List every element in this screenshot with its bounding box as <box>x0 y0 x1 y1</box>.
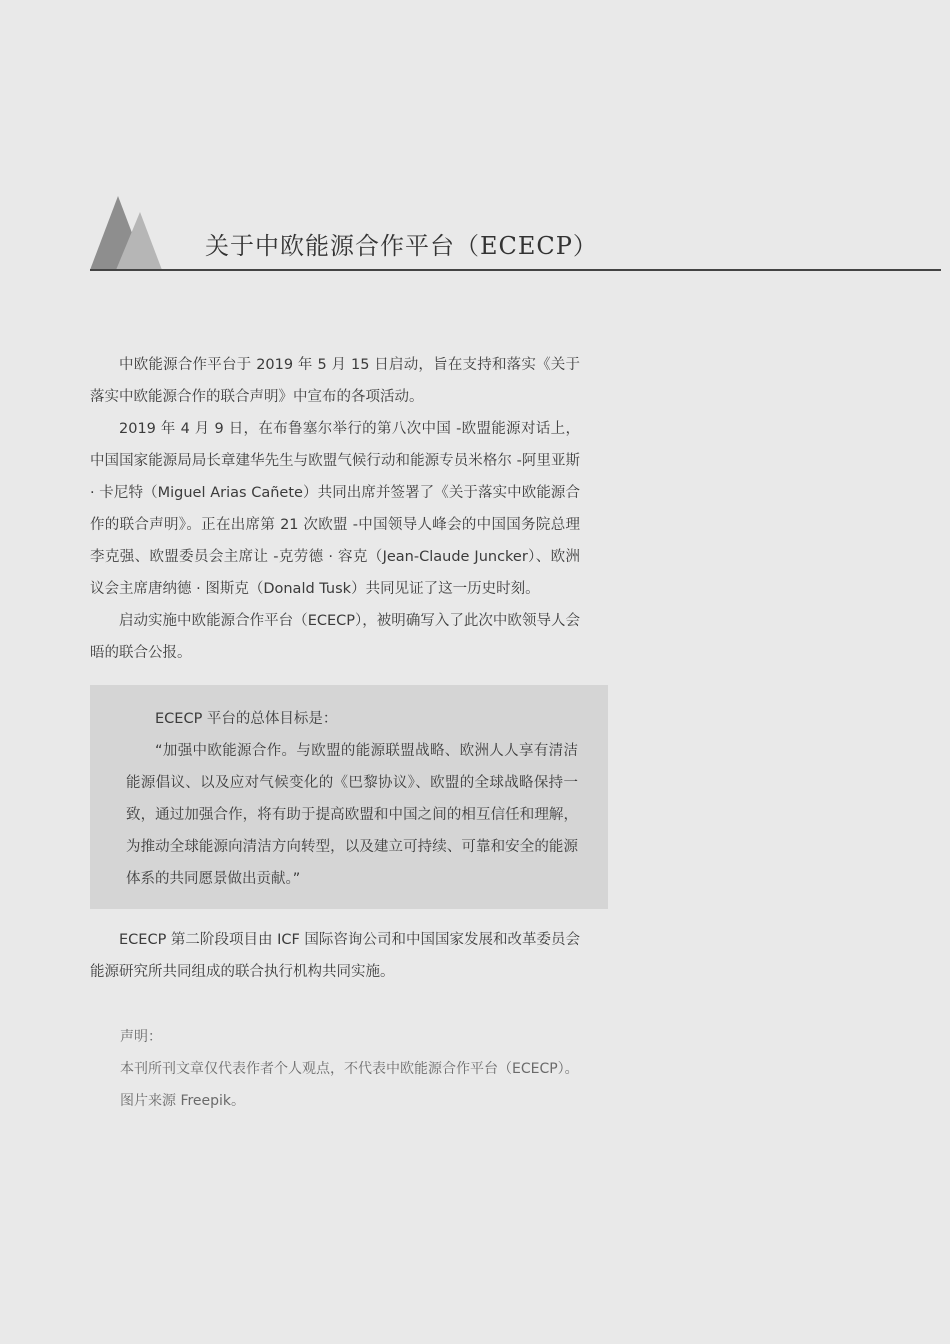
mountain-logo-icon <box>90 194 162 270</box>
disclaimer-line-1: 本刊所刊文章仅代表作者个人观点，不代表中欧能源合作平台（ECECP）。 <box>120 1061 579 1077</box>
disclaimer <box>120 1021 600 1117</box>
body-paragraph-3: 启动实施中欧能源合作平台（ECECP），被明确写入了此次中欧领导人会晤的联合公报。 <box>90 613 580 661</box>
header-divider <box>90 269 941 271</box>
body-paragraph-1: 中欧能源合作平台于 2019 年 5 月 15 日启动，旨在支持和落实《关于落实中欧能源合作的联合声明》中宣布的各项活动。 <box>90 357 580 405</box>
body-paragraph-2: 2019 年 4 月 9 日，在布鲁塞尔举行的第八次中国 -欧盟能源对话上，中国国家能源局局长章建华先生与欧盟气候行动和能源专员米格尔 -阿里亚斯 · 卡尼特（Miguel Arias Cañete）共同出席并签署了《关于落实中欧能源合作的联合声明》。正在出席第 21 次欧盟 -中国领导人峰会的中国国务院总理李克强、欧盟委员会主席让 -克劳德 · 容克（Jean-Claude Juncker）、欧洲议会主席唐纳德 · 图斯克（Donald Tusk）共同见证了这一历史时刻。 <box>90 421 580 597</box>
objective-quote-box <box>90 685 608 909</box>
disclaimer-label: 声明： <box>120 1029 162 1045</box>
implementation-body <box>90 924 580 988</box>
intro-body <box>90 349 580 669</box>
page-title: 关于中欧能源合作平台（ECECP） <box>205 232 598 260</box>
quote-intro: ECECP 平台的总体目标是： <box>155 711 338 727</box>
implementation-paragraph: ECECP 第二阶段项目由 ICF 国际咨询公司和中国国家发展和改革委员会能源研究所共同组成的联合执行机构共同实施。 <box>90 932 580 980</box>
quote-text: “加强中欧能源合作。与欧盟的能源联盟战略、欧洲人人享有清洁能源倡议、以及应对气候变化的《巴黎协议》、欧盟的全球战略保持一致，通过加强合作，将有助于提高欧盟和中国之间的相互信任和理解，为推动全球能源向清洁方向转型，以及建立可持续、可靠和安全的能源体系的共同愿景做出贡献。” <box>126 743 578 887</box>
disclaimer-line-2: 图片来源 Freepik。 <box>120 1093 246 1109</box>
